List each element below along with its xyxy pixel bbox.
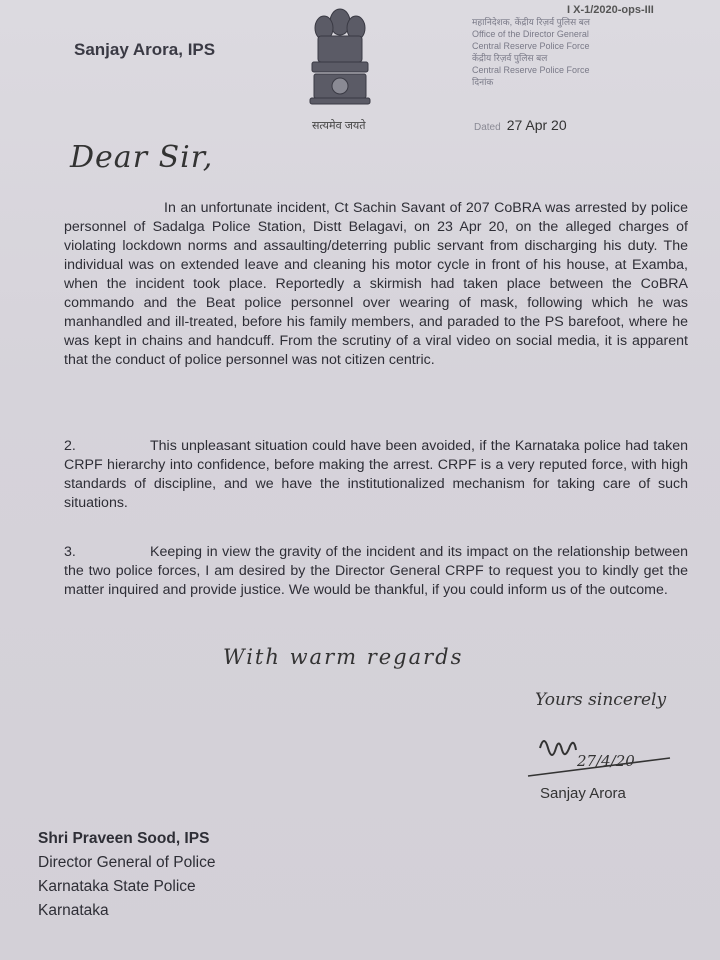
paragraph-3 xyxy=(64,543,688,600)
letter-date xyxy=(474,117,567,133)
office-line: Office of the Director General xyxy=(472,29,589,39)
date-value: 27 Apr 20 xyxy=(506,117,567,133)
reference-number: I X-1/2020-ops-III xyxy=(567,4,654,16)
paragraph-number: 2. xyxy=(64,438,76,454)
paragraph-1: In an unfortunate incident, Ct Sachin Savant of 207 CoBRA was arrested by police personnel of Sadalga Police Station, Distt Belagavi, on 23 Apr 20, on the alleged charges of violating lockdown norms and assaulting/deterring public servant from discharging his duty. The individual was on extended leave and cleaning his motor cycle in front of his house, at Examba, when the incident took place. Reportedly a skirmish had taken place between the CoBRA commando and the Beat police personnel over wearing of mask, following which he was manhandled and ill-treated, before his family members, and paraded to the PS barefoot, where he was kept in chains and handcuff. From the scrutiny of a viral video on social media, it is apparent that the conduct of police personnel was not citizen centric. xyxy=(64,200,688,368)
emblem-motto: सत्यमेव जयते xyxy=(312,120,366,132)
paragraph-text: This unpleasant situation could have been avoided, if the Karnataka police had taken CRPF hierarchy into confidence, before making the arrest. CRPF is a very reputed force, with high standards of discipline, and we have the institutionalized mechanism for taking care of such situations. xyxy=(64,438,688,511)
office-line: दिनांक xyxy=(472,77,494,87)
greeting: Dear Sir, xyxy=(70,140,214,175)
addressee-line: Karnataka xyxy=(38,902,109,919)
addressee-name: Shri Praveen Sood, IPS xyxy=(38,830,210,847)
signoff: Yours sincerely xyxy=(535,690,667,710)
addressee-line: Director General of Police xyxy=(38,854,216,871)
office-line: महानिदेशक, केंद्रीय रिज़र्व पुलिस बल xyxy=(472,17,590,27)
addressee-line: Karnataka State Police xyxy=(38,878,196,895)
closing-remark: With warm regards xyxy=(223,645,464,669)
office-address-block xyxy=(472,4,712,88)
addressee-block xyxy=(38,827,215,923)
signatory-name: Sanjay Arora xyxy=(540,785,626,802)
paragraph-number: 3. xyxy=(64,544,76,560)
paragraph-text: Keeping in view the gravity of the incident and its impact on the relationship between the two police forces, I am desired by the Director General CRPF to request you to kindly get the matter inquired and provide justice. We would be thankful, if you could inform us of the outcome. xyxy=(64,544,688,598)
date-label: Dated xyxy=(474,122,501,133)
office-line: केंद्रीय रिज़र्व पुलिस बल xyxy=(472,53,548,63)
paragraph-2 xyxy=(64,437,688,513)
office-line: Central Reserve Police Force xyxy=(472,41,590,51)
national-emblem-icon xyxy=(300,0,380,118)
office-line: Central Reserve Police Force xyxy=(472,65,590,75)
signature-date: 27/4/20 xyxy=(577,752,635,770)
sender-name: Sanjay Arora, IPS xyxy=(74,40,216,59)
